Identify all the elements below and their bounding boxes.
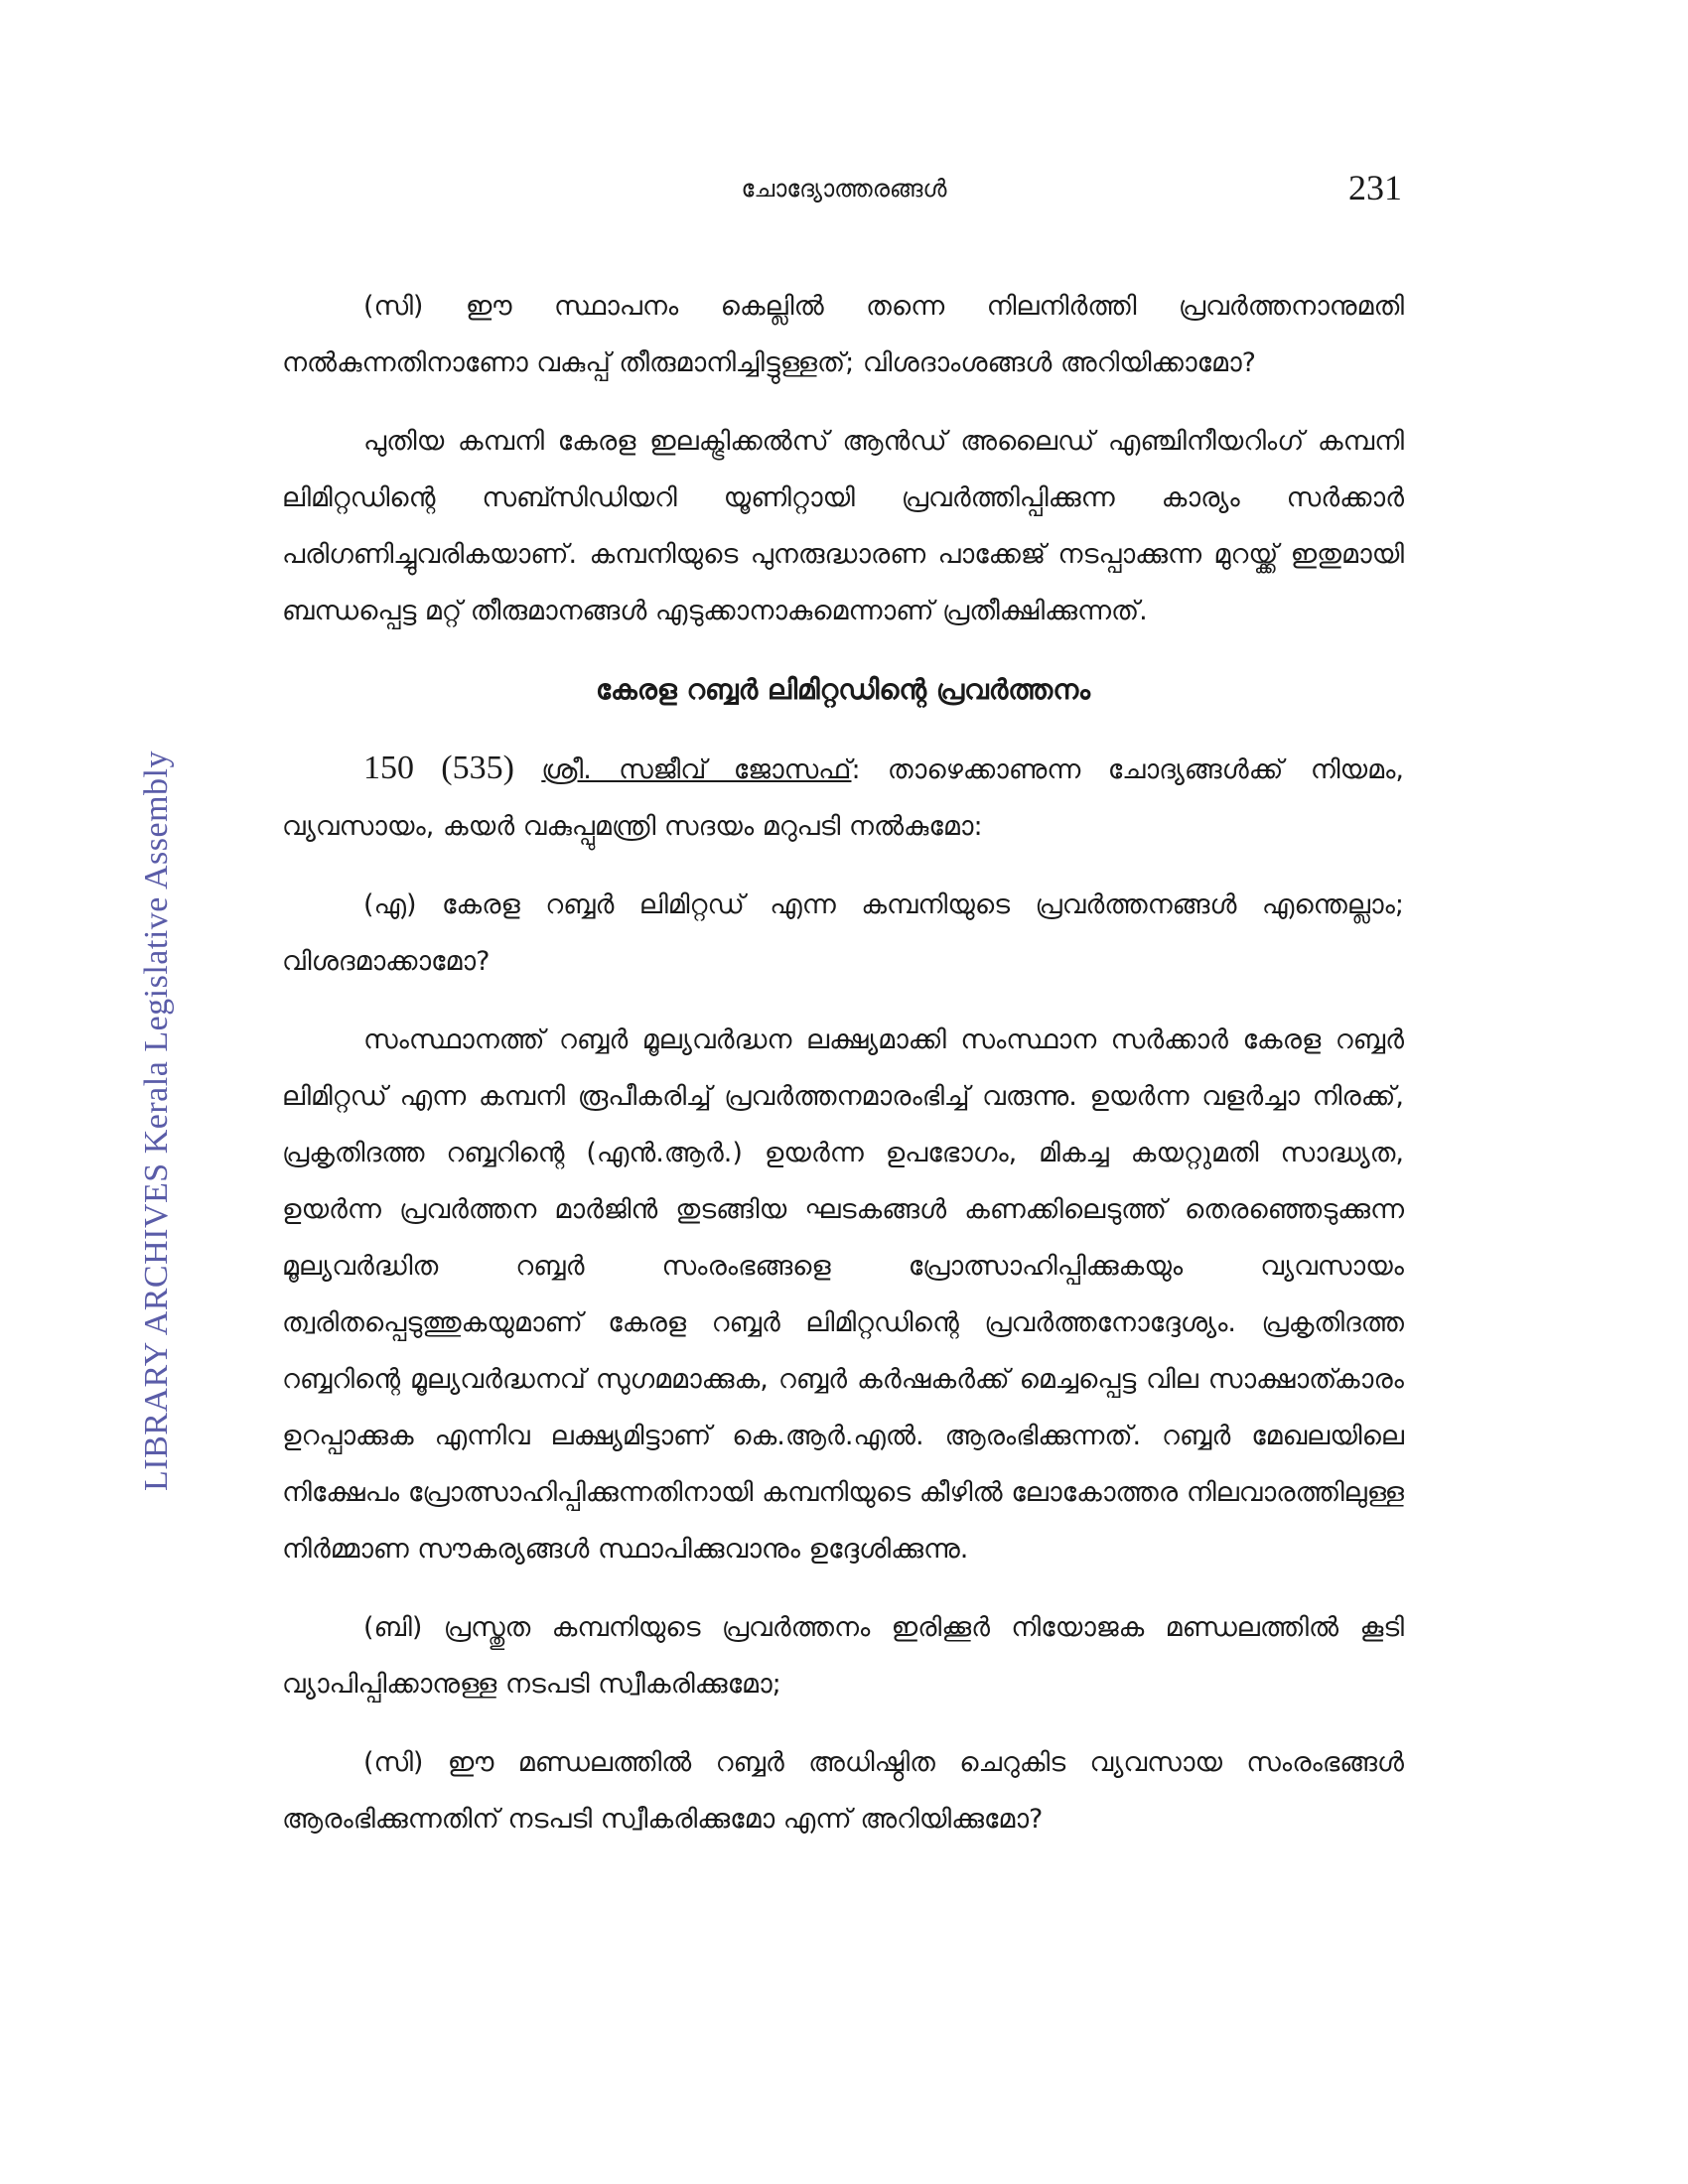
member-name: ശ്രീ. സജീവ് ജോസഫ് [541,754,852,785]
archive-stamp: LIBRARY ARCHIVES Kerala Legislative Assembly [138,751,175,1492]
document-body [282,278,1404,1869]
question-c: (സി) ഈ മണ്ഡലത്തിൽ റബ്ബർ അധിഷ്ഠിത ചെറുകിട വ്യവസായ സംരംഭങ്ങൾ ആരംഭിക്കുന്നതിന് നടപടി സ്വീകരിക്കുമോ എന്ന് അറിയിക്കുമോ? [282,1747,1404,1835]
answer-c-previous: പുതിയ കമ്പനി കേരള ഇലക്ട്രിക്കൽസ് ആൻഡ് അലൈഡ് എഞ്ചിനീയറിംഗ് കമ്പനി ലിമിറ്റഡിന്റെ സബ്സിഡിയറി യൂണിറ്റായി പ്രവർത്തിപ്പിക്കുന്ന കാര്യം സർക്കാർ പരിഗണിച്ചുവരികയാണ്. കമ്പനിയുടെ പുനരുദ്ധാരണ പാക്കേജ് നടപ്പാക്കുന്ന മുറയ്ക്ക് ഇതുമായി ബന്ധപ്പെട്ട മറ്റ് തീരുമാനങ്ങൾ എടുക്കാനാകുമെന്നാണ് പ്രതീക്ഷിക്കുന്നത്. [282,426,1404,626]
question-a: (എ) കേരള റബ്ബർ ലിമിറ്റഡ് എന്ന കമ്പനിയുടെ പ്രവർത്തനങ്ങൾ എന്തെല്ലാം; വിശദമാക്കാമോ? [282,889,1404,977]
question-intro-text: : താഴെക്കാണുന്ന ചോദ്യങ്ങൾക്ക് നിയമം, വ്യവസായം, കയർ വകുപ്പുമന്ത്രി സദയം മറുപടി നൽകുമോ: [282,754,1404,842]
running-title: ചോദ്യോത്തരങ്ങൾ [741,175,947,203]
page-number: 231 [1348,168,1402,207]
question-number: 150 (535) [363,750,514,786]
question-intro [282,740,1404,855]
page-header [0,167,1688,216]
question-b: (ബി) പ്രസ്തുത കമ്പനിയുടെ പ്രവർത്തനം ഇരിക്കൂർ നിയോജക മണ്ഡലത്തിൽ കൂടി വ്യാപിപ്പിക്കാനുള്ള നടപടി സ്വീകരിക്കുമോ; [282,1612,1404,1700]
question-c-previous: (സി) ഈ സ്ഥാപനം കെല്ലിൽ തന്നെ നിലനിർത്തി പ്രവർത്തനാനുമതി നൽകുന്നതിനാണോ വകുപ്പ് തീരുമാനിച്ചിട്ടുള്ളത്; വിശദാംശങ്ങൾ അറിയിക്കാമോ? [282,291,1404,378]
section-heading: കേരള റബ്ബർ ലിമിറ്റഡിന്റെ പ്രവർത്തനം [596,673,1090,706]
answer-a: സംസ്ഥാനത്ത് റബ്ബർ മൂല്യവർദ്ധന ലക്ഷ്യമാക്കി സംസ്ഥാന സർക്കാർ കേരള റബ്ബർ ലിമിറ്റഡ് എന്ന കമ്പനി രൂപീകരിച്ച് പ്രവർത്തനമാരംഭിച്ച് വരുന്നു. ഉയർന്ന വളർച്ചാ നിരക്ക്, പ്രകൃതിദത്ത റബ്ബറിന്റെ (എൻ.ആർ.) ഉയർന്ന ഉപഭോഗം, മികച്ച കയറ്റുമതി സാദ്ധ്യത, ഉയർന്ന പ്രവർത്തന മാർജിൻ തുടങ്ങിയ ഘടകങ്ങൾ കണക്കിലെടുത്ത് തെരഞ്ഞെടുക്കുന്ന മൂല്യവർദ്ധിത റബ്ബർ സംരംഭങ്ങളെ പ്രോത്സാഹിപ്പിക്കുകയും വ്യവസായം ത്വരിതപ്പെടുത്തുകയുമാണ് കേരള റബ്ബർ ലിമിറ്റഡിന്റെ പ്രവർത്തനോദ്ദേശ്യം. പ്രകൃതിദത്ത റബ്ബറിന്റെ മൂല്യവർദ്ധനവ് സുഗമമാക്കുക, റബ്ബർ കർഷകർക്ക് മെച്ചപ്പെട്ട വില സാക്ഷാത്കാരം ഉറപ്പാക്കുക എന്നിവ ലക്ഷ്യമിട്ടാണ് കെ.ആർ.എൽ. ആരംഭിക്കുന്നത്. റബ്ബർ മേഖലയിലെ നിക്ഷേപം പ്രോത്സാഹിപ്പിക്കുന്നതിനായി കമ്പനിയുടെ കീഴിൽ ലോകോത്തര നിലവാരത്തിലുള്ള നിർമ്മാണ സൗകര്യങ്ങൾ സ്ഥാപിക്കുവാനും ഉദ്ദേശിക്കുന്നു. [282,1024,1404,1565]
